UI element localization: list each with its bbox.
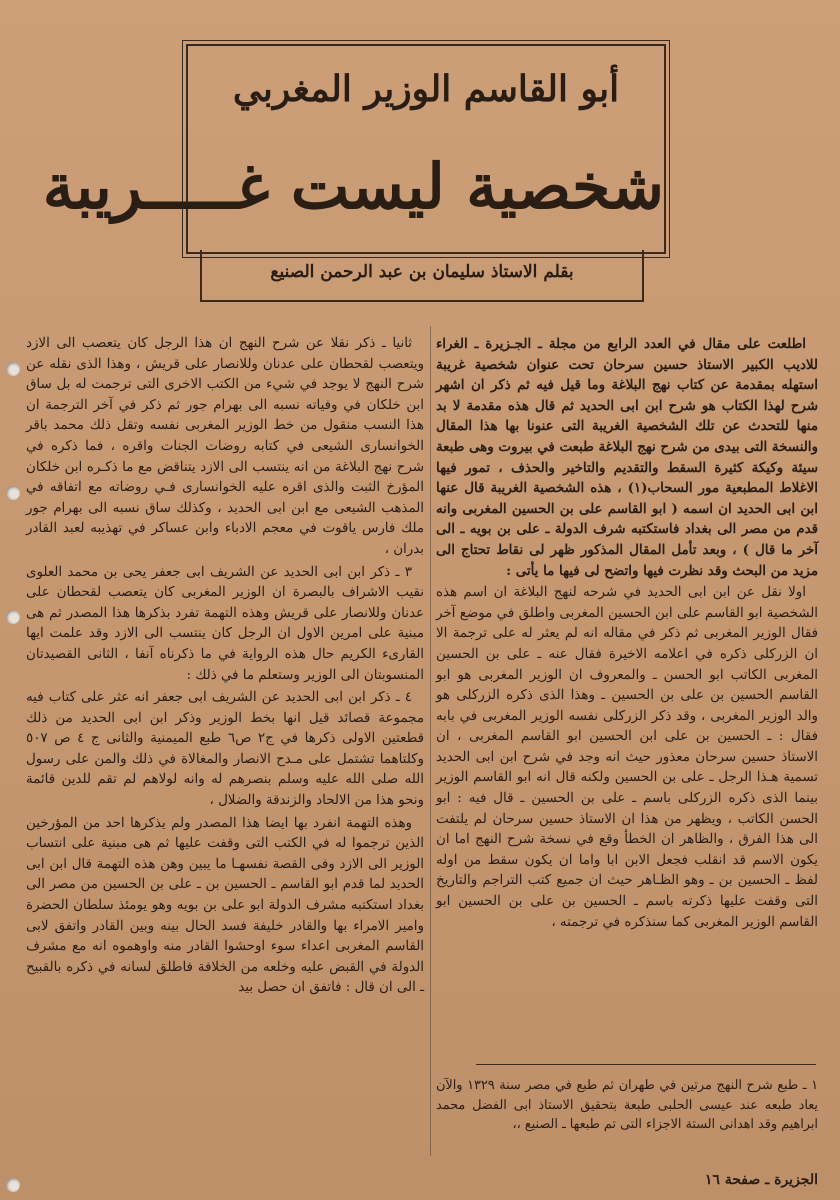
left-column xyxy=(26,334,424,1001)
binder-hole xyxy=(6,610,20,624)
binder-hole xyxy=(6,1178,20,1192)
body-paragraph: ثانيا ـ ذكر نقلا عن شرح النهج ان هذا الرجل كان يتعصب الى الازد ويتعصب لقحطان على عدنان وللانصار على قريش ، وهذا الذى نقله عن شرح النهج لا يوجد في شيء من الكتب الاخرى التى ترجمت له بل ساق ابن خلكان في وفياته نسبه الى بهرام جور ثم ذكر في آخر الترجمة ان هذا النسب منقول من خط الوزير المغربى نفسه وتقل ذلك محمد باقر الخوانسارى الشيعى في كتابه روضات الجنات واقره ، فما ذكره في شرح نهج البلاغة من انه ينتسب الى الازد يتناقض مع ما ذكـره ابن خلكان المؤرخ الثبت والذى اقره عليه الخوانسارى فـي روضاته مع اتفاقه في المذهب الشيعى مع ابن ابى الحديد ، وكذلك ساق نسبه الى بهرام جور ملك فارس ياقوت في معجم الادباء وابن عساكر في تهذيبه لعبد القادر بدران ، xyxy=(26,336,424,557)
page-footer: الجزيرة ـ صفحة ١٦ xyxy=(704,1172,818,1188)
title-frame xyxy=(42,44,666,254)
byline-frame xyxy=(200,250,644,302)
article-subtitle: أبو القاسم الوزير المغربي xyxy=(232,68,620,110)
footnote: ١ ـ طبع شرح النهج مرتين في طهران ثم طبع في مصر سنة ١٣٢٩ والآن يعاد طبعه عند عيسى الحلبى طبعة بتحقيق الاستاذ ابى الفضل محمد ابراهيم وقد اهدانى الستة الاجزاء التى تم طبعها ـ الصنيع ،، xyxy=(436,1078,818,1133)
author-byline: بقلم الاستاذ سليمان بن عبد الرحمن الصنيع xyxy=(270,262,574,282)
body-paragraph: ٤ ـ ذكر ابن ابى الحديد عن الشريف ابى جعفر انه عثر على كتاب فيه مجموعة قصائد قيل انها بخط الوزير وذكر ابن ابى الحديد من ذلك قطعتين الاولى ذكرها في ج٢ ص٦ طبع الميمنية والثانى ج ٤ ص ٥٠٧ وكلتاهما تشتمل على مـدح الانصار والمغالاة في ذلك والمن على رسول الله صلى الله عليه وسلم بنصرهم له وانه لولاهم لم تقم للدين قائمة ونحو هذا من الالحاد والزندقة والضلال ، xyxy=(26,690,424,809)
binder-hole xyxy=(6,486,20,500)
lead-paragraph: اطلعت على مقال في العدد الرابع من مجلة ـ الجـزيرة ـ الغراء للاديب الكبير الاستاذ حسين سرحان تحت عنوان شخصية غريبة استهله بمقدمة عن كتاب نهج البلاغة وما قيل فيه ثم ذكر ان اشهر شرح لهذا الكتاب هو شرح ابن ابى الحديد ثم قال هذه مقدمة لا بد منها للتحدث عن تلك الشخصية الغريبة التى عنونا بها هذا المقال والنسخة التى بيدى من شرح نهج البلاغة طبعت في بيروت وهى طبعة سيئة وكيكة كثيرة السقط والتقديم والتاخير والحذف ، تمور فيها الاغلاط المطبعية مور السحاب(١) ، هذه الشخصية الغريبة قال عنها ابن ابى الحديد ان اسمه ( ابو القاسم على بن الحسين المغربى وانه قدم من مصر الى بغداد فاستكتبه شرف الدولة ـ على بن بويه ـ الى آخر ما قال ) ، وبعد تأمل المقال المذكور ظهر لى نقاط تحتاج الى مزيد من البحث وقد نظرت فيها واتضح لى فيها ما يأتى : xyxy=(436,336,818,579)
body-paragraph: وهذه التهمة انفرد بها ايضا هذا المصدر ولم يذكرها احد من المؤرخين الذين ترجموا له في الكتب التى وقفت عليها ثم هى مبنية على انتساب الوزير الى الازد وفى القصة نفسهـا ما يبين وهن هذه التهمة قال ابن ابى الحديد لما قدم ابو القاسم ـ الحسين بن ـ على بن الحسين من مصر الى بغداد استكتبه مشرف الدولة ابو على بن بويه وهو يومئذ سلطان الحضرة وامير الامراء بها والقادر خليفة فسد الحال بينه وبين القادر واتفق لابى القاسم المغربى اعداء سوء اوحشوا القادر منه واوهموه انه مع مشرف الدولة في القبض عليه وخلعه من الخلافة فاطلق لسانه في ذكره بالقبيح ـ الى ان قال : فاتفق ان حصل بيد xyxy=(26,815,424,996)
footnote-rule xyxy=(476,1064,816,1065)
binder-hole xyxy=(6,362,20,376)
body-paragraph: ٣ ـ ذكر ابن ابى الحديد عن الشريف ابى جعفر يحى بن محمد العلوى نقيب الاشراف بالبصرة ان الوزير المغربى كان يتعصب لقحطان على عدنان وللانصار على قريش وهذه التهمة تفرد بذكرها هذا المصدر ثم هى مبنية على امرين الاول ان الرجل كان ينتسب الى الازد وقد علمت ايها القارىء الكريم حال هذه الرواية في ما ذكرناه آنفا ، الثانى القصيدتان المنسوبتان الى الوزير وستعلم ما في ذلك : xyxy=(26,564,424,683)
article-title: شخصية ليست غـــــريبة xyxy=(42,150,664,223)
column-divider xyxy=(430,326,431,1156)
body-paragraph: اولا نقل عن ابن ابى الحديد في شرحه لنهج البلاغة ان اسم هذه الشخصية ابو القاسم على ابن الحسين المغربى واطلق في موضع آخر فقال الوزير المغربى ثم ذكر في مقاله انه لم يعثر له على ترجمة الا ان الزركلى ذكره في اعلامه الاخيرة فقال عنه ـ على بن الحسين المغربى الكاتب ابو الحسن ـ والمعروف ان الوزير المغربى هو ابو القاسم الحسين بن على بن الحسين ـ وهذا الذى ذكره الزركلى هو والد الوزير المغربى ، وقد ذكر الزركلى نفسه الوزير المغربى في بابه فقال : ـ الحسين بن على ابن الحسين ابو القاسم المغربى ، ان الاستاذ حسين سرحان معذور حيث انه وجد في شرح ابن ابى الحديد تسمية هـذا الرجل ـ على بن الحسين ولكنه قال انه ابو القاسم الوزير بينما الذى ذكره الزركلى باسم ـ على بن الحسين ـ قال فيه : ابو الحسن الكاتب ، ويظهر من هذا ان الاستاذ حسين سرحان لم يلتفت الى هذا الفرق ، والظاهر ان الخطأ وقع في نسخة شرح النهج اما ان يكون الاسم قد انقلب فجعل الابن ابا واما ان يكون سقط من اوله لفظ ـ الحسين بن ـ وهو الظـاهر حيث ان جميع كتب التراجم والتاريخ التى وقفت عليها ذكرته باسم ـ الحسين بن على بن الحسين ابو القاسم الوزير المغربى كما سنذكره في ترجمته ، xyxy=(436,585,818,930)
right-column xyxy=(436,334,818,935)
